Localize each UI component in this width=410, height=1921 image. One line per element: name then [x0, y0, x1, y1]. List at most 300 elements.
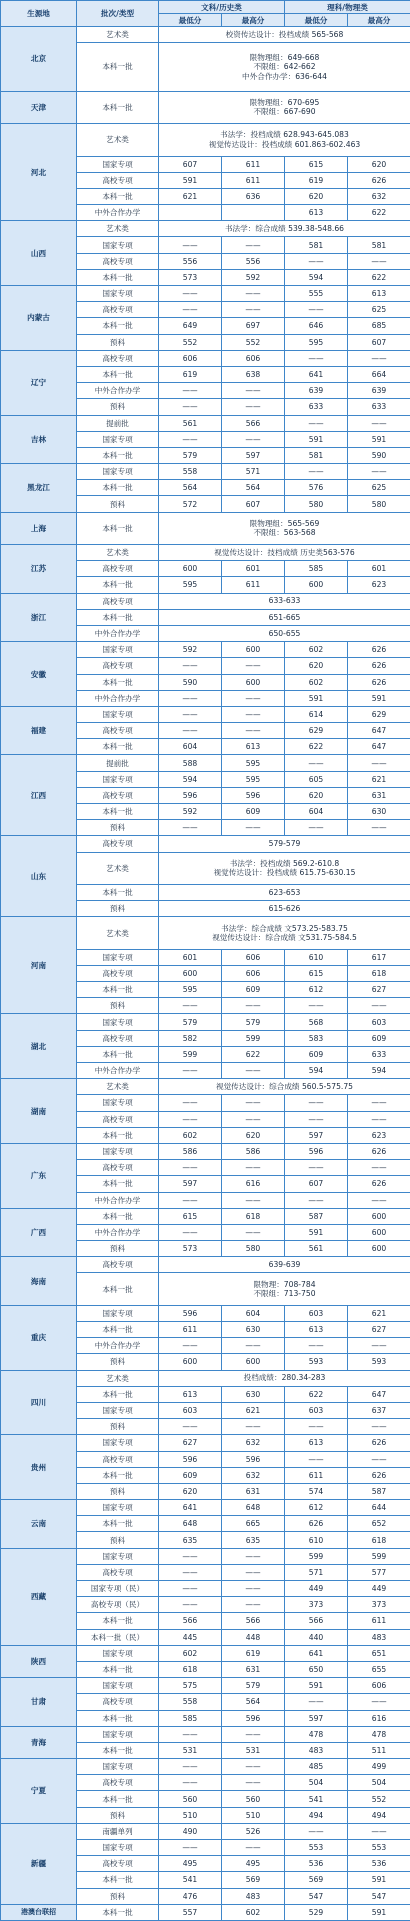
- wenke-min-cell: ——: [159, 1775, 222, 1791]
- wenke-max-cell: 595: [222, 771, 285, 787]
- like-min-cell: 609: [285, 1046, 348, 1062]
- like-max-cell: 633: [348, 1046, 410, 1062]
- wenke-max-cell: ——: [222, 1095, 285, 1111]
- wenke-max-cell: 620: [222, 1127, 285, 1143]
- table-row: [1, 836, 410, 852]
- batch-cell: 高校专项: [77, 787, 159, 803]
- batch-cell: 预科: [77, 1483, 159, 1499]
- wenke-max-cell: 597: [222, 447, 285, 463]
- batch-cell: 国家专项: [77, 1840, 159, 1856]
- wenke-min-cell: ——: [159, 1726, 222, 1742]
- wenke-min-cell: 564: [159, 480, 222, 496]
- wenke-max-cell: ——: [222, 302, 285, 318]
- like-min-cell: 612: [285, 982, 348, 998]
- like-max-cell: 622: [348, 269, 410, 285]
- batch-cell: 国家专项: [77, 1645, 159, 1661]
- wenke-max-cell: 579: [222, 1014, 285, 1030]
- wenke-min-cell: 573: [159, 1241, 222, 1257]
- batch-cell: 中外合作办学: [77, 1224, 159, 1240]
- province-cell: 河北: [1, 124, 77, 221]
- merged-score-cell: 650-655: [159, 625, 410, 641]
- batch-cell: 预科: [77, 820, 159, 836]
- batch-cell: 高校专项: [77, 836, 159, 852]
- province-cell: 陕西: [1, 1645, 77, 1677]
- like-max-cell: 504: [348, 1775, 410, 1791]
- like-max-cell: 685: [348, 318, 410, 334]
- wenke-min-cell: ——: [159, 1419, 222, 1435]
- batch-cell: 国家专项: [77, 1548, 159, 1564]
- province-cell: 内蒙古: [1, 286, 77, 351]
- province-cell: 宁夏: [1, 1759, 77, 1824]
- like-max-cell: 499: [348, 1759, 410, 1775]
- like-min-cell: ——: [285, 1338, 348, 1354]
- like-max-cell: 547: [348, 1888, 410, 1904]
- province-cell: 北京: [1, 27, 77, 92]
- batch-cell: 南疆单列: [77, 1823, 159, 1839]
- like-max-cell: 621: [348, 771, 410, 787]
- like-max-cell: 651: [348, 1645, 410, 1661]
- batch-cell: 本科一批: [77, 480, 159, 496]
- like-max-cell: 590: [348, 447, 410, 463]
- wenke-min-cell: [159, 205, 222, 221]
- wenke-max-cell: 632: [222, 1467, 285, 1483]
- like-min-cell: 602: [285, 642, 348, 658]
- batch-cell: 提前批: [77, 755, 159, 771]
- like-max-cell: 536: [348, 1856, 410, 1872]
- like-max-cell: ——: [348, 1694, 410, 1710]
- table-row: [1, 642, 410, 658]
- batch-cell: 国家专项: [77, 464, 159, 480]
- batch-cell: 艺术类: [77, 1370, 159, 1386]
- wenke-max-cell: ——: [222, 237, 285, 253]
- province-cell: 四川: [1, 1370, 77, 1435]
- wenke-min-cell: 595: [159, 982, 222, 998]
- merged-score-cell: 579-579: [159, 836, 410, 852]
- province-cell: 港澳台联招: [1, 1904, 77, 1920]
- merged-score-cell: 633-633: [159, 593, 410, 609]
- like-min-cell: ——: [285, 1451, 348, 1467]
- wenke-min-cell: 510: [159, 1807, 222, 1823]
- batch-cell: 国家专项（民）: [77, 1581, 159, 1597]
- table-row: [1, 1678, 410, 1694]
- wenke-max-cell: 569: [222, 1872, 285, 1888]
- wenke-max-cell: 601: [222, 561, 285, 577]
- like-max-cell: 599: [348, 1548, 410, 1564]
- batch-cell: 预科: [77, 334, 159, 350]
- batch-cell: 国家专项: [77, 1500, 159, 1516]
- batch-cell: 预科: [77, 1419, 159, 1435]
- like-min-cell: 504: [285, 1775, 348, 1791]
- province-cell: 广东: [1, 1143, 77, 1208]
- batch-cell: 本科一批: [77, 1742, 159, 1758]
- merged-score-cell: 书法学：投档成绩 569.2-610.8 视觉传达设计：投档成绩 615.75-630.15: [159, 852, 410, 884]
- wenke-max-cell: 483: [222, 1888, 285, 1904]
- batch-cell: 国家专项: [77, 949, 159, 965]
- wenke-max-cell: 609: [222, 982, 285, 998]
- wenke-min-cell: 566: [159, 1613, 222, 1629]
- province-cell: 湖南: [1, 1079, 77, 1144]
- table-row: [1, 1759, 410, 1775]
- batch-cell: 预科: [77, 901, 159, 917]
- like-max-cell: ——: [348, 755, 410, 771]
- like-max-cell: 637: [348, 1402, 410, 1418]
- like-min-cell: ——: [285, 1111, 348, 1127]
- wenke-max-cell: ——: [222, 1759, 285, 1775]
- like-min-cell: 547: [285, 1888, 348, 1904]
- batch-cell: 高校专项: [77, 965, 159, 981]
- like-max-cell: ——: [348, 1823, 410, 1839]
- wenke-min-cell: ——: [159, 1338, 222, 1354]
- like-max-cell: 587: [348, 1483, 410, 1499]
- wenke-min-cell: 596: [159, 1451, 222, 1467]
- wenke-max-cell: 600: [222, 642, 285, 658]
- like-max-cell: 511: [348, 1742, 410, 1758]
- batch-cell: 预科: [77, 1241, 159, 1257]
- batch-cell: 本科一批: [77, 1710, 159, 1726]
- wenke-min-cell: ——: [159, 1063, 222, 1079]
- province-cell: 福建: [1, 706, 77, 755]
- table-row: [1, 1904, 410, 1920]
- batch-cell: 预科: [77, 998, 159, 1014]
- batch-cell: 预科: [77, 1888, 159, 1904]
- wenke-max-cell: 618: [222, 1208, 285, 1224]
- batch-cell: 高校专项（民）: [77, 1597, 159, 1613]
- wenke-min-cell: 445: [159, 1629, 222, 1645]
- merged-score-cell: 651-665: [159, 609, 410, 625]
- wenke-max-cell: ——: [222, 383, 285, 399]
- batch-cell: 中外合作办学: [77, 625, 159, 641]
- table-row: [1, 350, 410, 366]
- table-row: [1, 1079, 410, 1095]
- like-min-cell: 585: [285, 561, 348, 577]
- like-min-cell: ——: [285, 1419, 348, 1435]
- merged-score-cell: 视觉传达设计：技档成绩 历史类563-576: [159, 545, 410, 561]
- like-max-cell: 591: [348, 690, 410, 706]
- like-max-cell: 618: [348, 1532, 410, 1548]
- wenke-max-cell: ——: [222, 1111, 285, 1127]
- batch-cell: 本科一批: [77, 512, 159, 544]
- batch-cell: 中外合作办学: [77, 1063, 159, 1079]
- like-min-cell: 600: [285, 577, 348, 593]
- wenke-max-cell: 636: [222, 188, 285, 204]
- header-like-min: 最低分: [285, 14, 348, 27]
- wenke-min-cell: ——: [159, 658, 222, 674]
- batch-cell: 高校专项: [77, 658, 159, 674]
- batch-cell: 预科: [77, 1354, 159, 1370]
- wenke-max-cell: 648: [222, 1500, 285, 1516]
- batch-cell: 本科一批: [77, 1208, 159, 1224]
- like-max-cell: 626: [348, 172, 410, 188]
- wenke-min-cell: 585: [159, 1710, 222, 1726]
- batch-cell: 本科一批: [77, 1322, 159, 1338]
- like-min-cell: 485: [285, 1759, 348, 1775]
- like-max-cell: 607: [348, 334, 410, 350]
- like-min-cell: 569: [285, 1872, 348, 1888]
- like-max-cell: 626: [348, 1435, 410, 1451]
- wenke-max-cell: ——: [222, 286, 285, 302]
- wenke-min-cell: 648: [159, 1516, 222, 1532]
- batch-cell: 本科一批: [77, 982, 159, 998]
- like-max-cell: 483: [348, 1629, 410, 1645]
- wenke-min-cell: 613: [159, 1386, 222, 1402]
- table-row: [1, 1370, 410, 1386]
- table-row: [1, 1257, 410, 1273]
- wenke-max-cell: 531: [222, 1742, 285, 1758]
- wenke-min-cell: 635: [159, 1532, 222, 1548]
- wenke-max-cell: 510: [222, 1807, 285, 1823]
- like-max-cell: 626: [348, 1176, 410, 1192]
- like-min-cell: 553: [285, 1840, 348, 1856]
- wenke-min-cell: 619: [159, 366, 222, 382]
- like-max-cell: 373: [348, 1597, 410, 1613]
- batch-cell: 高校专项: [77, 593, 159, 609]
- like-max-cell: 626: [348, 658, 410, 674]
- like-max-cell: 618: [348, 965, 410, 981]
- like-max-cell: 627: [348, 982, 410, 998]
- batch-cell: 国家专项: [77, 1726, 159, 1742]
- wenke-max-cell: 611: [222, 577, 285, 593]
- batch-cell: 本科一批: [77, 1661, 159, 1677]
- like-min-cell: 626: [285, 1516, 348, 1532]
- like-min-cell: 613: [285, 1322, 348, 1338]
- wenke-min-cell: ——: [159, 723, 222, 739]
- table-row: [1, 512, 410, 544]
- table-row: [1, 706, 410, 722]
- batch-cell: 本科一批: [77, 188, 159, 204]
- header-wenke-min: 最低分: [159, 14, 222, 27]
- batch-cell: 国家专项: [77, 1014, 159, 1030]
- batch-cell: 高校专项: [77, 1257, 159, 1273]
- batch-cell: 本科一批: [77, 1872, 159, 1888]
- batch-cell: 本科一批: [77, 1273, 159, 1305]
- like-min-cell: 619: [285, 172, 348, 188]
- wenke-max-cell: ——: [222, 1419, 285, 1435]
- table-row: [1, 593, 410, 609]
- header-like: 理科/物理类: [285, 1, 410, 14]
- like-max-cell: ——: [348, 464, 410, 480]
- wenke-min-cell: 592: [159, 642, 222, 658]
- like-min-cell: 629: [285, 723, 348, 739]
- like-max-cell: 449: [348, 1581, 410, 1597]
- batch-cell: 高校专项: [77, 561, 159, 577]
- batch-cell: 国家专项: [77, 431, 159, 447]
- batch-cell: 国家专项: [77, 1435, 159, 1451]
- batch-cell: 预科: [77, 1807, 159, 1823]
- header-province: 生源地: [1, 1, 77, 27]
- wenke-min-cell: ——: [159, 1597, 222, 1613]
- batch-cell: 艺术类: [77, 27, 159, 43]
- like-max-cell: 581: [348, 237, 410, 253]
- like-min-cell: 591: [285, 690, 348, 706]
- wenke-max-cell: 632: [222, 1435, 285, 1451]
- like-min-cell: 594: [285, 1063, 348, 1079]
- like-max-cell: ——: [348, 1451, 410, 1467]
- batch-cell: 国家专项: [77, 1402, 159, 1418]
- wenke-min-cell: 597: [159, 1176, 222, 1192]
- wenke-min-cell: 599: [159, 1046, 222, 1062]
- batch-cell: 国家专项: [77, 286, 159, 302]
- table-row: [1, 221, 410, 237]
- wenke-max-cell: 602: [222, 1904, 285, 1920]
- batch-cell: 本科一批: [77, 739, 159, 755]
- batch-cell: 国家专项: [77, 771, 159, 787]
- wenke-min-cell: 552: [159, 334, 222, 350]
- province-cell: 山东: [1, 836, 77, 917]
- wenke-max-cell: 607: [222, 496, 285, 512]
- batch-cell: 本科一批: [77, 318, 159, 334]
- like-max-cell: 593: [348, 1354, 410, 1370]
- wenke-max-cell: 495: [222, 1856, 285, 1872]
- batch-cell: 国家专项: [77, 1143, 159, 1159]
- like-min-cell: 566: [285, 1613, 348, 1629]
- wenke-min-cell: ——: [159, 820, 222, 836]
- batch-cell: 国家专项: [77, 1678, 159, 1694]
- like-max-cell: 494: [348, 1807, 410, 1823]
- batch-cell: 中外合作办学: [77, 690, 159, 706]
- wenke-min-cell: ——: [159, 706, 222, 722]
- merged-score-cell: 限物理组：670-695 不限组：667-690: [159, 91, 410, 123]
- like-min-cell: 483: [285, 1742, 348, 1758]
- wenke-min-cell: 575: [159, 1678, 222, 1694]
- like-max-cell: 591: [348, 431, 410, 447]
- province-cell: 海南: [1, 1257, 77, 1306]
- wenke-max-cell: 526: [222, 1823, 285, 1839]
- table-row: [1, 755, 410, 771]
- wenke-min-cell: 600: [159, 561, 222, 577]
- like-max-cell: ——: [348, 1192, 410, 1208]
- like-max-cell: ——: [348, 820, 410, 836]
- like-max-cell: 627: [348, 1322, 410, 1338]
- wenke-max-cell: ——: [222, 1581, 285, 1597]
- like-max-cell: 621: [348, 1305, 410, 1321]
- wenke-min-cell: 490: [159, 1823, 222, 1839]
- like-min-cell: 622: [285, 1386, 348, 1402]
- like-max-cell: 652: [348, 1516, 410, 1532]
- like-max-cell: 617: [348, 949, 410, 965]
- province-cell: 天津: [1, 91, 77, 123]
- header-wenke-max: 最高分: [222, 14, 285, 27]
- wenke-min-cell: 495: [159, 1856, 222, 1872]
- like-min-cell: 373: [285, 1597, 348, 1613]
- like-min-cell: 581: [285, 237, 348, 253]
- wenke-min-cell: 607: [159, 156, 222, 172]
- table-row: [1, 286, 410, 302]
- wenke-max-cell: 600: [222, 1354, 285, 1370]
- like-max-cell: 553: [348, 1840, 410, 1856]
- batch-cell: 艺术类: [77, 545, 159, 561]
- wenke-min-cell: 621: [159, 188, 222, 204]
- batch-cell: 本科一批: [77, 1176, 159, 1192]
- wenke-max-cell: ——: [222, 820, 285, 836]
- wenke-max-cell: ——: [222, 1160, 285, 1176]
- wenke-min-cell: 602: [159, 1645, 222, 1661]
- like-max-cell: 647: [348, 723, 410, 739]
- wenke-min-cell: ——: [159, 1840, 222, 1856]
- like-max-cell: 620: [348, 156, 410, 172]
- wenke-max-cell: 665: [222, 1516, 285, 1532]
- wenke-min-cell: ——: [159, 690, 222, 706]
- table-row: [1, 1014, 410, 1030]
- table-row: [1, 415, 410, 431]
- batch-cell: 中外合作办学: [77, 205, 159, 221]
- batch-cell: 高校专项: [77, 1856, 159, 1872]
- wenke-min-cell: 573: [159, 269, 222, 285]
- province-cell: 上海: [1, 512, 77, 544]
- like-min-cell: ——: [285, 1095, 348, 1111]
- like-min-cell: 620: [285, 787, 348, 803]
- province-cell: 辽宁: [1, 350, 77, 415]
- like-max-cell: 577: [348, 1564, 410, 1580]
- wenke-min-cell: 604: [159, 739, 222, 755]
- wenke-min-cell: 615: [159, 1208, 222, 1224]
- wenke-min-cell: ——: [159, 302, 222, 318]
- table-row: [1, 1548, 410, 1564]
- like-max-cell: 625: [348, 302, 410, 318]
- wenke-min-cell: 592: [159, 804, 222, 820]
- like-min-cell: 620: [285, 188, 348, 204]
- wenke-max-cell: 596: [222, 787, 285, 803]
- like-min-cell: 561: [285, 1241, 348, 1257]
- like-min-cell: 595: [285, 334, 348, 350]
- batch-cell: 高校专项: [77, 1030, 159, 1046]
- wenke-max-cell: ——: [222, 1840, 285, 1856]
- merged-score-cell: 限物理组：565-569 不限组：563-568: [159, 512, 410, 544]
- like-min-cell: 622: [285, 739, 348, 755]
- batch-cell: 本科一批: [77, 577, 159, 593]
- table-body: [1, 27, 410, 1921]
- wenke-min-cell: 602: [159, 1127, 222, 1143]
- province-cell: 甘肃: [1, 1678, 77, 1727]
- wenke-max-cell: 586: [222, 1143, 285, 1159]
- like-min-cell: 633: [285, 399, 348, 415]
- wenke-max-cell: 566: [222, 415, 285, 431]
- province-cell: 山西: [1, 221, 77, 286]
- like-max-cell: 630: [348, 804, 410, 820]
- like-max-cell: 600: [348, 1241, 410, 1257]
- batch-cell: 高校专项: [77, 1111, 159, 1127]
- batch-cell: 本科一批: [77, 366, 159, 382]
- like-max-cell: 603: [348, 1014, 410, 1030]
- batch-cell: 国家专项: [77, 1095, 159, 1111]
- like-min-cell: 641: [285, 366, 348, 382]
- wenke-min-cell: ——: [159, 431, 222, 447]
- wenke-max-cell: ——: [222, 1063, 285, 1079]
- like-min-cell: 615: [285, 965, 348, 981]
- like-min-cell: 603: [285, 1402, 348, 1418]
- table-row: [1, 917, 410, 949]
- like-min-cell: ——: [285, 1192, 348, 1208]
- like-min-cell: ——: [285, 302, 348, 318]
- batch-cell: 中外合作办学: [77, 1338, 159, 1354]
- like-min-cell: ——: [285, 755, 348, 771]
- wenke-max-cell: 552: [222, 334, 285, 350]
- wenke-max-cell: 564: [222, 480, 285, 496]
- batch-cell: 高校专项: [77, 350, 159, 366]
- wenke-min-cell: 588: [159, 755, 222, 771]
- wenke-min-cell: 596: [159, 787, 222, 803]
- table-row: [1, 545, 410, 561]
- like-max-cell: 613: [348, 286, 410, 302]
- like-min-cell: 597: [285, 1710, 348, 1726]
- wenke-max-cell: ——: [222, 399, 285, 415]
- like-min-cell: ——: [285, 1694, 348, 1710]
- like-min-cell: 613: [285, 1435, 348, 1451]
- batch-cell: 高校专项: [77, 172, 159, 188]
- wenke-max-cell: 609: [222, 804, 285, 820]
- like-max-cell: 644: [348, 1500, 410, 1516]
- like-min-cell: 607: [285, 1176, 348, 1192]
- batch-cell: 本科一批: [77, 609, 159, 625]
